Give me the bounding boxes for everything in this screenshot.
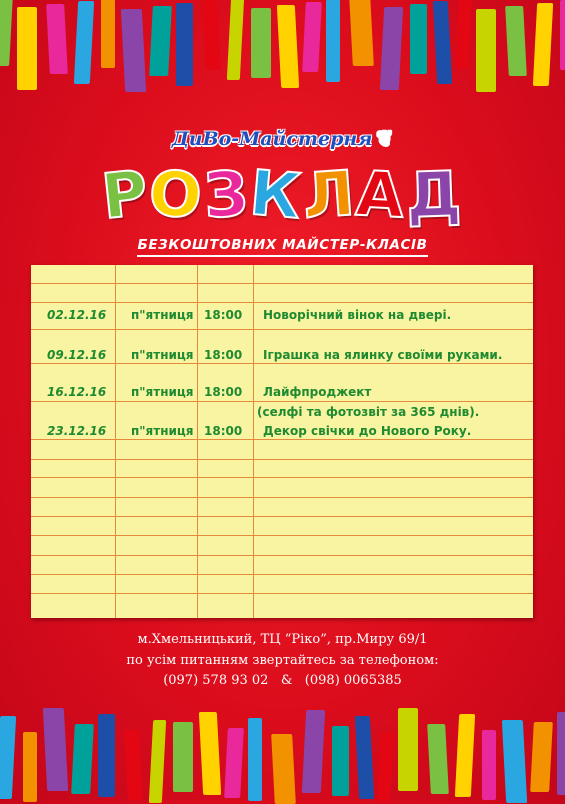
paint-stripe [302, 2, 322, 72]
title-letter: О [146, 156, 207, 233]
paint-stripe [0, 716, 16, 799]
schedule-sheet [31, 265, 533, 618]
ruled-line [31, 535, 533, 536]
row-date: 09.12.16 [47, 348, 107, 362]
schedule-row [31, 305, 533, 325]
decorative-stripes-bottom [0, 700, 565, 800]
row-day: п"ятниця [131, 385, 194, 399]
row-date: 02.12.16 [47, 308, 107, 322]
paint-stripe [271, 734, 296, 804]
ruled-line [31, 329, 533, 330]
schedule-row [31, 345, 533, 365]
address-text: м.Хмельницький, ТЦ “Ріко”, пр.Миру 69/1 [137, 632, 428, 647]
title-letter: Д [404, 157, 465, 232]
paint-stripe [455, 0, 472, 68]
row-title: Лайфпроджект [263, 385, 372, 399]
ruled-line [31, 516, 533, 517]
paint-stripe [227, 0, 244, 80]
paint-stripe [17, 7, 37, 90]
paint-stripe [427, 724, 449, 794]
paint-stripe [199, 712, 221, 795]
paint-stripe [433, 1, 452, 84]
schedule-row [31, 402, 533, 422]
ruled-line [31, 477, 533, 478]
paint-stripe [557, 712, 565, 795]
paint-stripe [251, 8, 271, 78]
paint-stripe [410, 4, 427, 74]
row-day: п"ятниця [131, 308, 194, 322]
title-letter: З [201, 156, 252, 233]
paint-stripe [533, 3, 553, 86]
ruled-line [31, 593, 533, 594]
paint-stripe [455, 714, 475, 797]
title-letter: Р [97, 155, 153, 234]
row-day: п"ятниця [131, 424, 194, 438]
paint-stripe [377, 732, 394, 802]
paint-stripe [46, 4, 68, 74]
page-subtitle [0, 237, 565, 253]
ruled-line [31, 459, 533, 460]
ruled-line [31, 574, 533, 575]
paint-stripe [349, 0, 374, 66]
paint-stripe [502, 720, 527, 803]
title-letter: К [246, 155, 306, 234]
row-time: 18:00 [204, 308, 243, 322]
row-title: Новорічний вінок на двері. [263, 308, 452, 322]
paint-stripe [121, 9, 146, 92]
schedule-row [31, 382, 533, 402]
paint-stripe [0, 0, 13, 66]
paint-stripe [71, 724, 94, 794]
paint-stripe [149, 720, 166, 803]
phone-numbers: (097) 578 93 02 & (098) 0065385 [163, 673, 402, 688]
paint-stripe [43, 708, 68, 791]
paint-stripe [302, 710, 325, 793]
brand-logo [0, 126, 565, 150]
title-letter: А [354, 156, 408, 233]
paint-stripe [332, 726, 349, 796]
paint-stripe [124, 730, 143, 800]
paint-stripe [505, 6, 527, 76]
ruled-line [31, 497, 533, 498]
paint-stripe [98, 714, 115, 797]
butterfly-icon: ❦ [376, 126, 394, 150]
decorative-stripes-top [0, 0, 565, 100]
paint-stripe [355, 716, 374, 799]
row-date: 16.12.16 [47, 385, 107, 399]
paint-stripe [173, 722, 193, 792]
title-letter: Л [300, 156, 359, 233]
ruled-line [31, 283, 533, 284]
page-subtitle-text: БЕЗКОШТОВНИХ МАЙСТЕР-КЛАСІВ [137, 237, 427, 257]
paint-stripe [277, 5, 299, 88]
paint-stripe [23, 732, 37, 802]
paint-stripe [530, 722, 553, 792]
row-date: 23.12.16 [47, 424, 107, 438]
row-title: Іграшка на ялинку своїми руками. [263, 348, 503, 362]
paint-stripe [101, 0, 115, 68]
paint-stripe [149, 6, 172, 76]
paint-stripe [248, 718, 262, 801]
page-title [0, 155, 565, 234]
row-time: 18:00 [204, 424, 243, 438]
contact-text: по усім питанням звертайтесь за телефоном: [126, 653, 439, 668]
row-day: п"ятниця [131, 348, 194, 362]
paint-stripe [482, 730, 496, 800]
brand-logo-text: ДиВо-Майстерня [171, 128, 373, 150]
paint-stripe [326, 0, 340, 82]
paint-stripe [398, 708, 418, 791]
paint-stripe [224, 728, 244, 798]
paint-stripe [202, 0, 221, 70]
schedule-row [31, 421, 533, 441]
ruled-line [31, 555, 533, 556]
row-time: 18:00 [204, 385, 243, 399]
row-title: Декор свічки до Нового Року. [263, 424, 472, 438]
paint-stripe [380, 7, 403, 90]
paint-stripe [560, 0, 565, 70]
row-title: (селфі та фотозвіт за 365 днів). [257, 405, 480, 419]
paint-stripe [74, 1, 94, 84]
paint-stripe [176, 3, 193, 86]
paint-stripe [476, 9, 496, 92]
row-time: 18:00 [204, 348, 243, 362]
ruled-line [31, 302, 533, 303]
